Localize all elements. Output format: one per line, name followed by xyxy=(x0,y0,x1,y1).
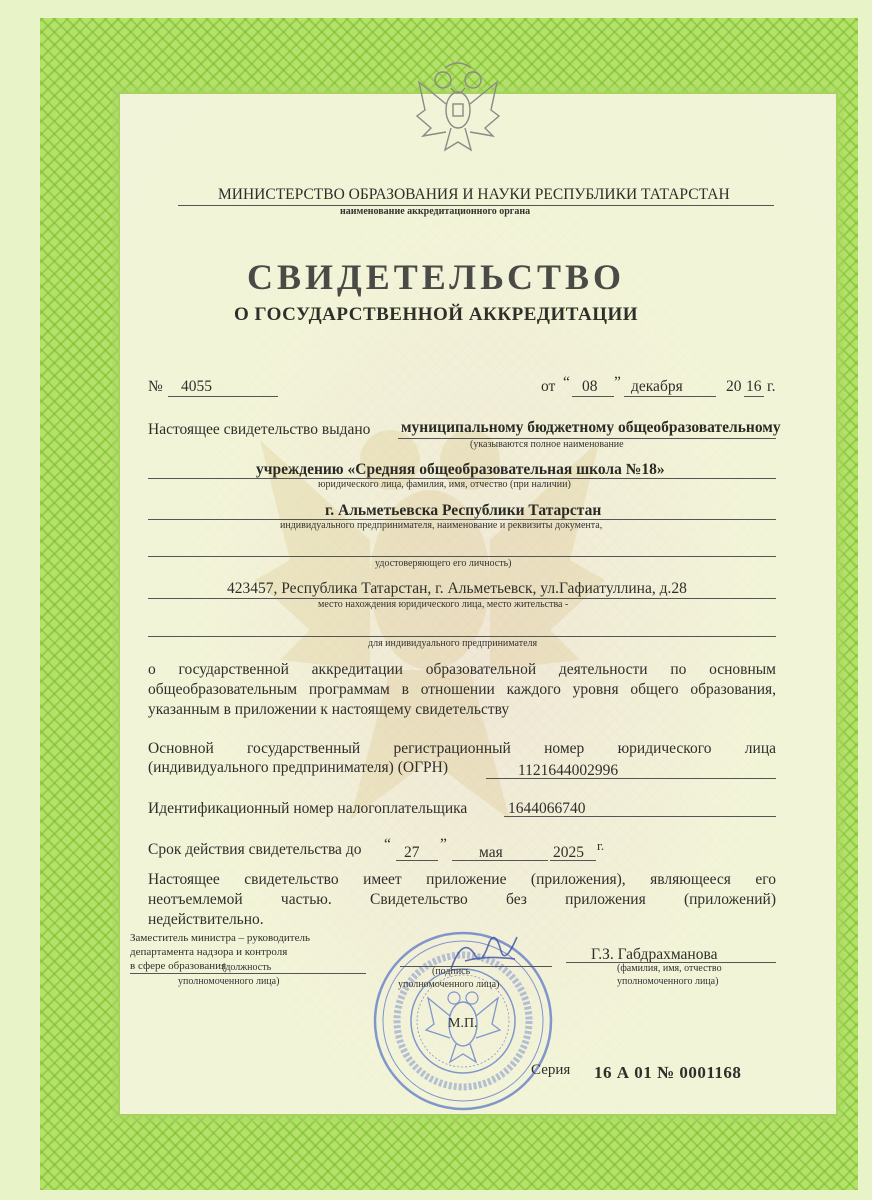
address-underline2 xyxy=(148,636,776,637)
number-label: № xyxy=(148,378,163,395)
issued-address: 423457, Республика Татарстан, г. Альметьевск, ул.Гафиатуллина, д.28 xyxy=(227,580,687,597)
sign-underline xyxy=(400,966,552,967)
ogrn-underline xyxy=(486,778,776,779)
validity-month-underline xyxy=(452,860,548,861)
validity-day: 27 xyxy=(404,844,420,861)
annex-line3: недействительно. xyxy=(148,911,264,928)
sign-caption2: уполномоченного лица) xyxy=(398,979,500,990)
date-month-underline xyxy=(624,396,716,397)
ogrn-label1: Основной государственный регистрационный номер юридического лица xyxy=(148,740,776,757)
inn-value: 1644066740 xyxy=(508,800,586,817)
document-title: СВИДЕТЕЛЬСТВО xyxy=(246,257,626,297)
validity-day-underline xyxy=(396,860,438,861)
issued-caption4: удостоверяющего его личность) xyxy=(375,558,512,569)
issued-caption1: (указываются полное наименование xyxy=(470,439,624,450)
validity-year-unit: г. xyxy=(597,838,605,853)
date-prefix: от xyxy=(541,378,556,395)
signer-position-line1: Заместитель министра – руководитель xyxy=(130,932,310,944)
document-subtitle: О ГОСУДАРСТВЕННОЙ АККРЕДИТАЦИИ xyxy=(233,304,639,325)
issued-caption2: юридического лица, фамилия, имя, отчество (при наличии) xyxy=(318,479,571,490)
date-year-suffix: 16 xyxy=(746,378,762,395)
ogrn-value: 1121644002996 xyxy=(518,762,619,779)
name-caption1: (фамилия, имя, отчество xyxy=(617,963,722,974)
date-open-quote: “ xyxy=(563,374,570,391)
validity-open-quote: “ xyxy=(384,836,391,853)
validity-label: Срок действия свидетельства до xyxy=(148,841,362,858)
signer-position-line2: департамента надзора и контроля xyxy=(130,946,288,958)
date-day-underline xyxy=(572,396,614,397)
date-year-unit: г. xyxy=(767,378,776,395)
validity-month: мая xyxy=(479,844,503,861)
validity-year: 2025 xyxy=(553,844,584,861)
issued-name-line2: учреждению «Средняя общеобразовательная школа №18» xyxy=(256,461,665,478)
stamp-place-label: М.П. xyxy=(448,1016,478,1031)
accreditation-line3: указанным в приложении к настоящему свидетельству xyxy=(148,701,510,718)
accreditation-line1: о государственной аккредитации образовательной деятельности по основным xyxy=(148,661,776,678)
date-month: декабря xyxy=(631,378,683,395)
authority-caption: наименование аккредитационного органа xyxy=(340,206,531,217)
inn-underline xyxy=(504,816,776,817)
address-caption: место нахождения юридического лица, место жительства - xyxy=(318,599,569,610)
position-underline xyxy=(130,973,366,974)
number-underline xyxy=(168,396,278,397)
issued-label: Настоящее свидетельство выдано xyxy=(148,421,371,438)
inn-label: Идентификационный номер налогоплательщика xyxy=(148,800,468,817)
certificate-number: 4055 xyxy=(181,378,212,395)
date-day: 08 xyxy=(582,378,598,395)
validity-close-quote: ” xyxy=(440,836,447,853)
accreditation-line2: общеобразовательным программам в отношении каждого уровня общего образования, xyxy=(148,681,776,698)
validity-year-underline xyxy=(550,860,596,861)
ogrn-label2: (индивидуального предпринимателя) (ОГРН) xyxy=(148,759,449,776)
sign-caption1: (подпись xyxy=(432,966,471,977)
address-caption2: для индивидуального предпринимателя xyxy=(368,638,538,649)
coat-of-arms-icon xyxy=(415,58,501,154)
position-caption1: (должность xyxy=(222,962,272,973)
series-label: Серия xyxy=(531,1062,571,1078)
issued-caption3: индивидуального предпринимателя, наименование и реквизиты документа, xyxy=(280,520,603,531)
signer-position-line3: в сфере образования xyxy=(130,960,227,972)
date-year-underline xyxy=(744,396,764,397)
issued-underline4 xyxy=(148,556,776,557)
annex-line1: Настоящее свидетельство имеет приложение (приложения), являющееся его xyxy=(148,871,776,888)
date-close-quote: ” xyxy=(614,374,621,391)
issued-name-line3: г. Альметьевска Республики Татарстан xyxy=(325,502,602,519)
position-caption2: уполномоченного лица) xyxy=(178,976,280,987)
issuing-authority: МИНИСТЕРСТВО ОБРАЗОВАНИЯ И НАУКИ РЕСПУБЛИКИ ТАТАРСТАН xyxy=(218,186,730,203)
name-caption2: уполномоченного лица) xyxy=(617,976,719,987)
annex-line2: неотъемлемой частью. Свидетельство без приложения (приложений) xyxy=(148,891,776,908)
signer-name: Г.З. Габдрахманова xyxy=(591,946,718,963)
series-number: 16 А 01 № 0001168 xyxy=(594,1063,742,1082)
date-year-prefix: 20 xyxy=(726,378,742,395)
issued-name-line1: муниципальному бюджетному общеобразовательному xyxy=(401,419,781,436)
